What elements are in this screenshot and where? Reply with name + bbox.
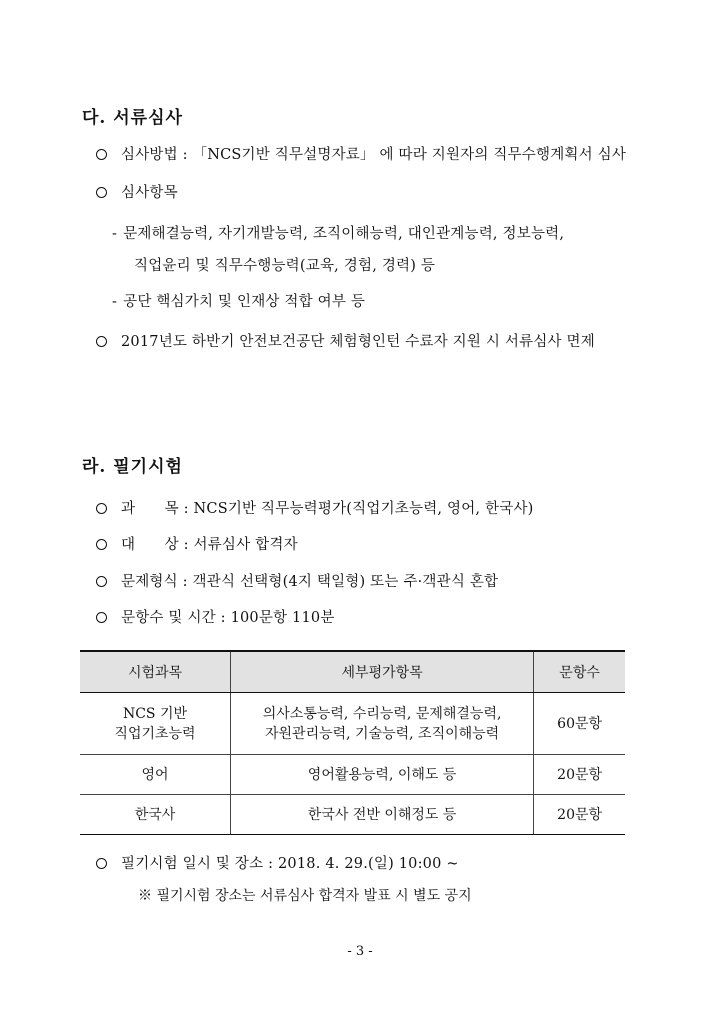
bullet-review-items xyxy=(96,181,178,202)
table-row xyxy=(80,693,625,755)
dash-bullet-icon: - xyxy=(112,294,118,310)
sub-item-continuation: 직업윤리 및 직무수행능력(교육, 경험, 경력) 등 xyxy=(134,258,436,274)
header-subject: 시험과목 xyxy=(80,651,231,693)
bullet-text: 문항수 및 시간 : 100문항 110분 xyxy=(121,610,335,626)
circle-bullet-icon xyxy=(96,576,107,587)
table-header-row xyxy=(80,651,625,693)
bullet-review-method xyxy=(96,143,626,164)
section-heading-written-exam: 라. 필기시험 xyxy=(82,457,183,477)
table-row xyxy=(80,795,625,835)
subject-line: 직업기초능력 xyxy=(114,725,196,742)
sub-item-text: 공단 핵심가치 및 인재상 적합 여부 등 xyxy=(123,294,366,310)
subject-line: NCS 기반 xyxy=(122,705,188,722)
bullet-exam-subject xyxy=(96,497,534,518)
circle-bullet-icon xyxy=(96,187,107,198)
detail-line: 자원관리능력, 기술능력, 조직이해능력 xyxy=(265,725,500,742)
exam-location-note: ※ 필기시험 장소는 서류심사 합격자 발표 시 별도 공지 xyxy=(138,888,472,904)
subject-cell: 한국사 xyxy=(80,795,231,835)
sub-item-core-values xyxy=(112,290,365,311)
header-count: 문항수 xyxy=(534,651,625,693)
bullet-text: 과 목 : NCS기반 직무능력평가(직업기초능력, 영어, 한국사) xyxy=(121,501,534,517)
circle-bullet-icon xyxy=(96,149,107,160)
section-heading-document-review: 다. 서류심사 xyxy=(82,108,183,128)
bullet-exam-count-time xyxy=(96,606,335,627)
bullet-text: 대 상 : 서류심사 합격자 xyxy=(121,537,298,553)
bullet-text: 심사항목 xyxy=(121,185,178,201)
bullet-exemption xyxy=(96,330,595,351)
exam-table xyxy=(80,650,625,835)
count-cell: 60문항 xyxy=(534,693,625,755)
circle-bullet-icon xyxy=(96,539,107,550)
circle-bullet-icon xyxy=(96,858,107,869)
detail-cell: 영어활용능력, 이해도 등 xyxy=(231,755,534,795)
table-row xyxy=(80,755,625,795)
detail-line: 의사소통능력, 수리능력, 문제해결능력, xyxy=(262,705,502,722)
bullet-text: 2017년도 하반기 안전보건공단 체험형인턴 수료자 지원 시 서류심사 면제 xyxy=(121,334,595,350)
dash-bullet-icon: - xyxy=(112,226,118,242)
subject-cell: 영어 xyxy=(80,755,231,795)
subject-cell xyxy=(80,693,231,755)
count-cell: 20문항 xyxy=(534,755,625,795)
page-number: - 3 - xyxy=(347,944,373,959)
header-detail: 세부평가항목 xyxy=(231,651,534,693)
bullet-text: 문제형식 : 객관식 선택형(4지 택일형) 또는 주·객관식 혼합 xyxy=(121,574,499,590)
bullet-exam-target xyxy=(96,533,298,554)
detail-cell xyxy=(231,693,534,755)
bullet-text: 심사방법 : 「NCS기반 직무설명자료」 에 따라 지원자의 직무수행계획서 심사 xyxy=(121,147,627,163)
bullet-exam-schedule xyxy=(96,852,459,873)
bullet-text: 필기시험 일시 및 장소 : 2018. 4. 29.(일) 10:00 ~ xyxy=(121,856,459,872)
circle-bullet-icon xyxy=(96,612,107,623)
sub-item-abilities xyxy=(112,222,564,243)
circle-bullet-icon xyxy=(96,336,107,347)
detail-cell: 한국사 전반 이해정도 등 xyxy=(231,795,534,835)
bullet-exam-format xyxy=(96,570,498,591)
sub-item-text: 문제해결능력, 자기개발능력, 조직이해능력, 대인관계능력, 정보능력, xyxy=(123,226,565,242)
count-cell: 20문항 xyxy=(534,795,625,835)
circle-bullet-icon xyxy=(96,503,107,514)
